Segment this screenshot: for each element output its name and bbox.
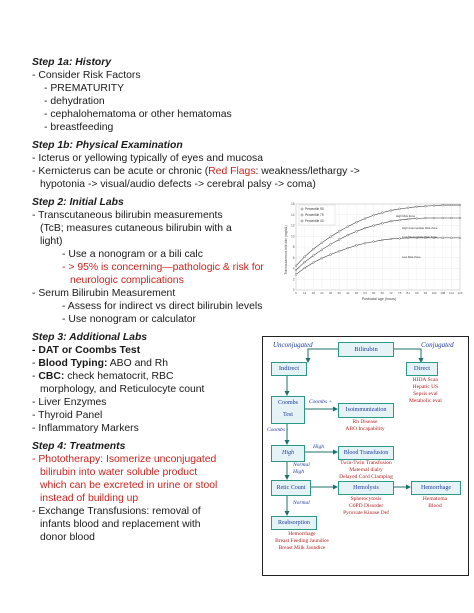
data-point [459,217,461,219]
data-point [330,236,332,238]
step1b-item-tail: : weakness/lethargy -> [255,166,360,177]
data-point [338,231,340,233]
step1b-item-text: Icterus or yellowing typically of eyes and mucosa [38,153,264,164]
data-point [364,218,366,220]
cbc-text: check hematocrit, RBC [64,371,174,382]
data-point [338,239,340,241]
data-point [304,256,306,258]
nomogram-legend [299,205,335,225]
step1a-sub-text: dehydration [50,96,105,107]
isoimmunization-note: Rh Disease [352,419,378,425]
hemolysis-note: G6PD Disorder [348,503,384,509]
step1b-item-text: Kernicterus can be acute or chronic ( [38,166,209,177]
bilirubin-box: Bilirubin [338,342,394,357]
step3-item: - Thyroid Panel [32,410,103,421]
hemolysis-box: Hemolysis [338,481,394,495]
nomogram-ylabel: Transcutaneous bilirubin (mg/dL) [284,225,288,275]
x-tick-label: 102 [431,291,437,295]
y-tick-label: 10 [290,234,295,239]
y-tick-label: 2 [292,277,295,282]
conjugated-label: Conjugated [421,341,454,349]
step2-item: - Transcutaneous bilirubin measurements [32,210,223,221]
data-point [295,274,297,276]
y-tick-label: 6 [292,255,295,260]
data-point [321,257,323,259]
blood-typing-label: Blood Typing: [38,358,108,369]
y-tick-label: 8 [292,245,295,250]
data-point [390,238,392,240]
hemorrhage-note: Blood [428,503,442,509]
legend-label: Percentile 75 [305,213,324,218]
phototherapy-cont: which can be excreted in urine or stool [40,480,218,491]
step1a-sub-text: cephalohematoma or other hematomas [50,109,232,120]
hemolysis-note: Spherocytosis [350,496,382,502]
step2-sub: - Use a nonogram or a bili calc [62,249,203,260]
y-tick-label: 16 [290,202,295,207]
data-point [312,248,314,250]
direct-note: Hepatic US [412,384,439,390]
legend-marker-40 [301,220,303,222]
cbc-text-cont: morphology, and Reticulocyte count [40,384,205,395]
data-point [433,205,435,207]
step2-sub-red-text: > 95% is concerning—pathologic & risk for [68,262,264,273]
step2-item-text: Transcutaneous bilirubin measurements [38,210,223,221]
zone-label: Low Risk Zone [402,255,421,259]
step1b-heading: Step 1b: Physical Examination [32,140,183,151]
step2-heading: Step 2: Initial Labs [32,197,124,208]
indirect-box: Indirect [271,362,307,376]
normal-high-line: Normal [293,462,310,468]
legend-label: Percentile 40 [305,219,324,224]
red-flags-label: Red Flags [208,166,256,177]
step2-sub-text: Use nonogram or calculator [68,314,196,325]
isoimmunization-notes [341,419,389,433]
step2-sub: - Use nonogram or calculator [62,314,196,325]
nomogram-svg [284,198,464,302]
normal-label: Normal [293,500,310,506]
x-tick-label: 84 [406,291,410,295]
data-point [356,244,358,246]
isoimmunization-note: ABO Incapability [345,426,385,432]
legend-label: Percentile 95 [305,207,324,212]
data-point [321,249,323,251]
x-tick-label: 96 [423,291,428,295]
data-point [442,237,444,239]
data-point [425,205,427,207]
exchange-cont: infants blood and replacement with [40,519,201,530]
step1a-sub: - PREMATURITY [44,83,125,94]
data-point [407,207,409,209]
hemorrhage-box: Hemorrhage [411,481,461,495]
data-point [295,265,297,267]
data-point [356,221,358,223]
coombs-test-line: Coombs [277,400,298,406]
zone-label: Low-Intermediate Risk Zone [402,235,437,239]
data-point [356,231,358,233]
transfusion-notes [337,460,395,481]
phototherapy-cont: bilirubin into water soluble product [40,467,198,478]
reabsorption-box: Reabsorption [271,516,317,530]
step3-heading: Step 3: Additional Labs [32,332,148,343]
zone-label: High-Intermediate Risk Zone [402,226,438,230]
x-tick-label: 18 [311,291,315,295]
high-branch-label: High [313,444,324,450]
step2-sub-red-cont: neurologic complications [70,275,184,286]
step1a-sub: - dehydration [44,96,105,107]
step2-item-text: Serum Bilirubin Measurement [38,288,176,299]
data-point [433,217,435,219]
data-point [364,242,366,244]
x-tick-label: 72 [389,291,393,295]
cbc-label: CBC: [38,371,65,382]
y-tick-label: 4 [292,266,295,271]
data-point [381,222,383,224]
x-tick-label: 30 [328,291,333,295]
exchange-text: Exchange Transfusions: removal of [38,506,201,517]
data-point [390,220,392,222]
step2-item-cont: (TcB; measures cutaneous bilirubin with a [40,223,232,234]
blood-typing-text: ABO and Rh [107,358,169,369]
x-tick-label: 54 [363,291,367,295]
x-tick-label: 48 [354,291,359,295]
legend-marker-75 [301,214,303,216]
normal-high-label [293,462,310,476]
reabsorption-note: Hemorrhage [288,531,316,537]
coombs-negative-label: Coombs - [267,427,289,433]
data-point [347,234,349,236]
exchange-item: - Exchange Transfusions: removal of [32,506,201,517]
data-point [338,250,340,252]
x-tick-label: 24 [320,291,324,295]
coombs-test-line: Test [283,412,293,418]
data-point [304,261,306,263]
data-point [399,238,401,240]
liver-item: Liver Enzymes [38,397,107,408]
data-point [312,262,314,264]
data-point [459,237,461,239]
x-tick-label: 6 [295,291,297,295]
data-point [373,225,375,227]
x-tick-label: 114 [448,291,454,295]
reabsorption-note: Breast Milk Jaundice [278,545,326,551]
coombs-item: DAT or Coombs Test [38,345,141,356]
blood-transfusion-box: Blood Transfusion [338,446,394,460]
hemolysis-notes [337,496,395,517]
data-point [321,242,323,244]
step1b-item-cont: hypotonia -> visual/audio defects -> cerebral palsy -> coma) [40,179,316,190]
step2-item: - Serum Bilirubin Measurement [32,288,176,299]
step3-item: - Inflammatory Markers [32,423,139,434]
x-tick-label: 66 [380,291,384,295]
data-point [304,267,306,269]
y-tick-label: 12 [290,223,295,228]
data-point [373,214,375,216]
data-point [347,226,349,228]
data-point [399,219,401,221]
data-point [407,218,409,220]
retic-count-box: Retic Count [271,480,311,496]
zone-label: High Risk Zone [396,214,416,218]
step3-item: - DAT or Coombs Test [32,345,141,356]
x-tick-label: 120 [457,291,463,295]
step2-sub-text: Use a nonogram or a bili calc [68,249,203,260]
data-point [330,243,332,245]
step3-item: - Blood Typing: ABO and Rh [32,358,169,369]
direct-note: Metabolic eval [409,398,442,404]
coombs-test-box [271,396,305,424]
x-tick-label: 78 [397,291,402,295]
step2-sub: - Assess for indirect vs direct bilirubin levels [62,301,263,312]
reabsorption-note: Breast Feeding Jaundice [275,538,329,544]
legend-marker-95 [301,208,303,210]
x-tick-label: 108 [440,291,446,295]
step2-sub-text: Assess for indirect vs direct bilirubin levels [67,301,263,312]
reabsorption-notes [267,531,337,552]
phototherapy-item: - Phototherapy: Isomerize unconjugated [32,454,217,465]
data-point [364,227,366,229]
x-tick-label: 90 [415,291,419,295]
isoimmunization-box: Isoimmunization [338,403,394,418]
high-box: High [271,445,305,462]
y-tick-label: 14 [290,212,295,217]
direct-note: HIDA Scan [412,377,439,383]
direct-notes [409,377,442,405]
data-point [312,255,314,257]
step1b-item: - Kernicterus can be acute or chronic (Red Flags: weakness/lethargy -> [32,166,360,177]
jaundice-flowchart [262,336,469,576]
step3-item: - CBC: check hematocrit, RBC [32,371,174,382]
data-point [450,237,452,239]
transfusion-note: Maternal diaby [349,467,383,473]
data-point [373,241,375,243]
x-tick-label: 42 [346,291,350,295]
step3-item: - Liver Enzymes [32,397,107,408]
hemolysis-note: Pyruvate Kinase Def [343,510,389,516]
data-point [292,266,297,271]
step1a-item: - Consider Risk Factors [32,70,141,81]
step1a-heading: Step 1a: History [32,57,112,68]
exchange-cont: donor blood [40,532,95,543]
thyroid-item: Thyroid Panel [38,410,103,421]
data-point [399,208,401,210]
data-point [450,217,452,219]
transfusion-note: Twin-Twin Transfusion [340,460,392,466]
x-tick-label: 36 [337,291,341,295]
data-point [442,204,444,206]
phototherapy-text: Phototherapy: Isomerize unconjugated [38,454,217,465]
data-point [330,254,332,256]
data-point [381,212,383,214]
transfusion-note: Delayed Cord Clamping [339,474,393,480]
coombs-positive-label: Coombs + [309,399,333,405]
bilirubin-nomogram [284,198,464,302]
step1a-sub: - breastfeeding [44,122,114,133]
direct-note: Sepsis eval [413,391,438,397]
step4-heading: Step 4: Treatments [32,441,126,452]
inflammatory-item: Inflammatory Markers [38,423,139,434]
step1a-item-text: Consider Risk Factors [38,70,141,81]
step2-sub-red: - > 95% is concerning—pathologic & risk for [62,262,264,273]
data-point [416,206,418,208]
data-point [381,239,383,241]
nomogram-xlabel: Postnatal age (hours) [361,297,397,301]
step1b-item: - Icterus or yellowing typically of eyes and mucosa [32,153,264,164]
y-tick-label: 0 [292,288,295,293]
data-point [442,217,444,219]
data-point [459,204,461,206]
data-point [347,247,349,249]
data-point [450,204,452,206]
hemorrhage-notes [413,496,457,510]
data-point [416,218,418,220]
data-point [390,210,392,212]
x-tick-label: 60 [372,291,376,295]
direct-box: Direct [406,362,438,376]
x-tick-label: 12 [302,291,307,295]
phototherapy-cont: instead of building up [40,493,139,504]
step1a-sub: - cephalohematoma or other hematomas [44,109,232,120]
unconjugated-label: Unconjugated [273,341,313,349]
step2-item-cont: light) [40,236,63,247]
step1a-sub-text: PREMATURITY [50,83,125,94]
normal-high-line: High [293,469,304,475]
hemorrhage-note: Hematoma [422,496,448,502]
step1a-sub-text: breastfeeding [50,122,114,133]
data-point [425,217,427,219]
